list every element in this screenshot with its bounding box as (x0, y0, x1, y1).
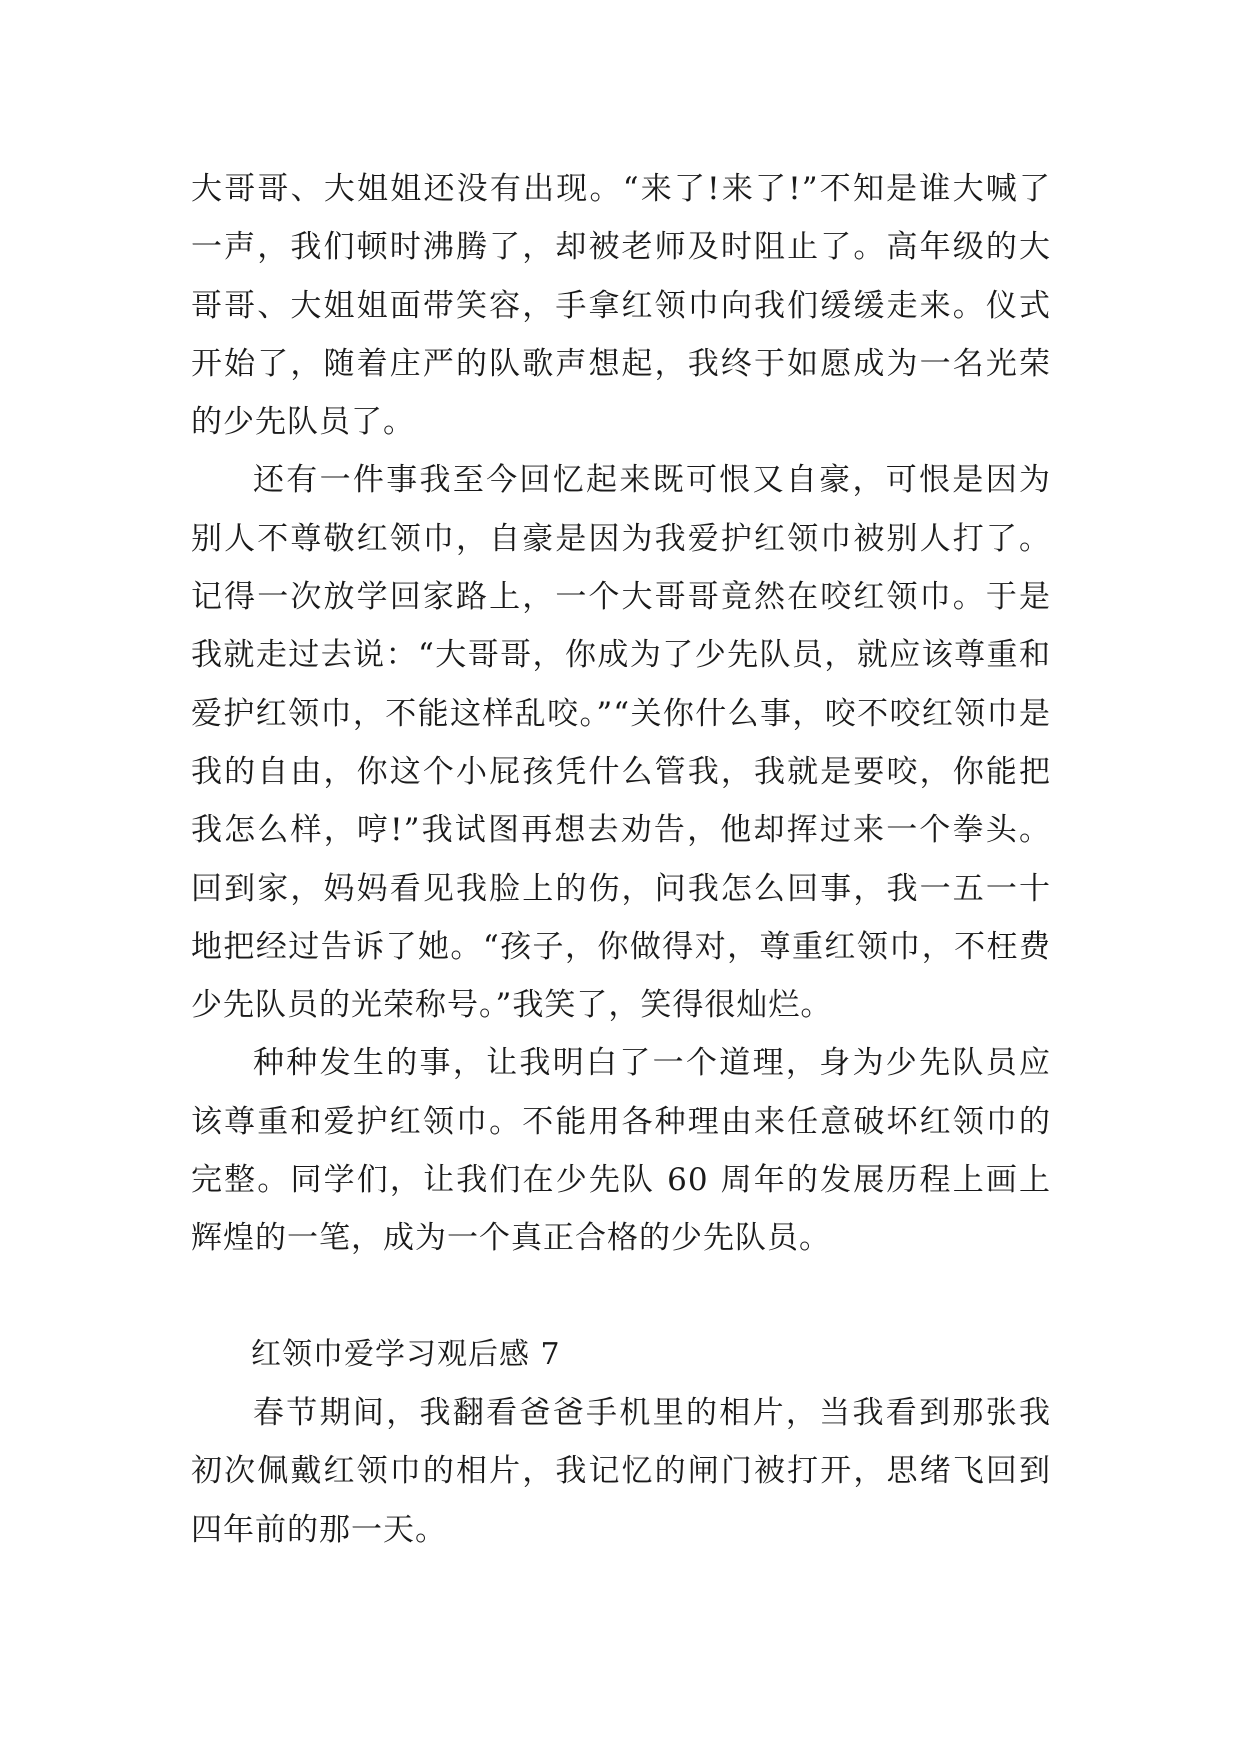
paragraph-continued: 大哥哥、大姐姐还没有出现。“来了!来了!”不知是谁大喊了一声，我们顿时沸腾了，却被老师及时阻止了。高年级的大哥哥、大姐姐面带笑容，手拿红领巾向我们缓缓走来。仪式开始了，随着庄严的队歌声想起，我终于如愿成为一名光荣的少先队员了。 (191, 171, 1051, 441)
paragraph-spring-festival: 春节期间，我翻看爸爸手机里的相片，当我看到那张我初次佩戴红领巾的相片，我记忆的闸门被打开，思绪飞回到四年前的那一天。 (191, 1394, 1051, 1548)
paragraph-red-scarf-incident: 还有一件事我至今回忆起来既可恨又自豪，可恨是因为别人不尊敬红领巾，自豪是因为我爱护红领巾被别人打了。记得一次放学回家路上，一个大哥哥竟然在咬红领巾。于是我就走过去说：“大哥哥，你成为了少先队员，就应该尊重和爱护红领巾，不能这样乱咬。”“关你什么事，咬不咬红领巾是我的自由，你这个小屁孩凭什么管我，我就是要咬，你能把我怎么样，哼!”我试图再想去劝告，他却挥过来一个拳头。回到家，妈妈看见我脸上的伤，问我怎么回事，我一五一十地把经过告诉了她。“孩子，你做得对，尊重红领巾，不枉费少先队员的光荣称号。”我笑了，笑得很灿烂。 (191, 462, 1051, 1024)
paragraph-conclusion: 种种发生的事，让我明白了一个道理，身为少先队员应该尊重和爱护红领巾。不能用各种理由来任意破坏红领巾的完整。同学们，让我们在少先队 60 周年的发展历程上画上辉煌的一笔，成为一个真正合格的少先队员。 (191, 1045, 1051, 1257)
document-body (191, 160, 1051, 1559)
section-title: 红领巾爱学习观后感 7 (251, 1336, 561, 1372)
